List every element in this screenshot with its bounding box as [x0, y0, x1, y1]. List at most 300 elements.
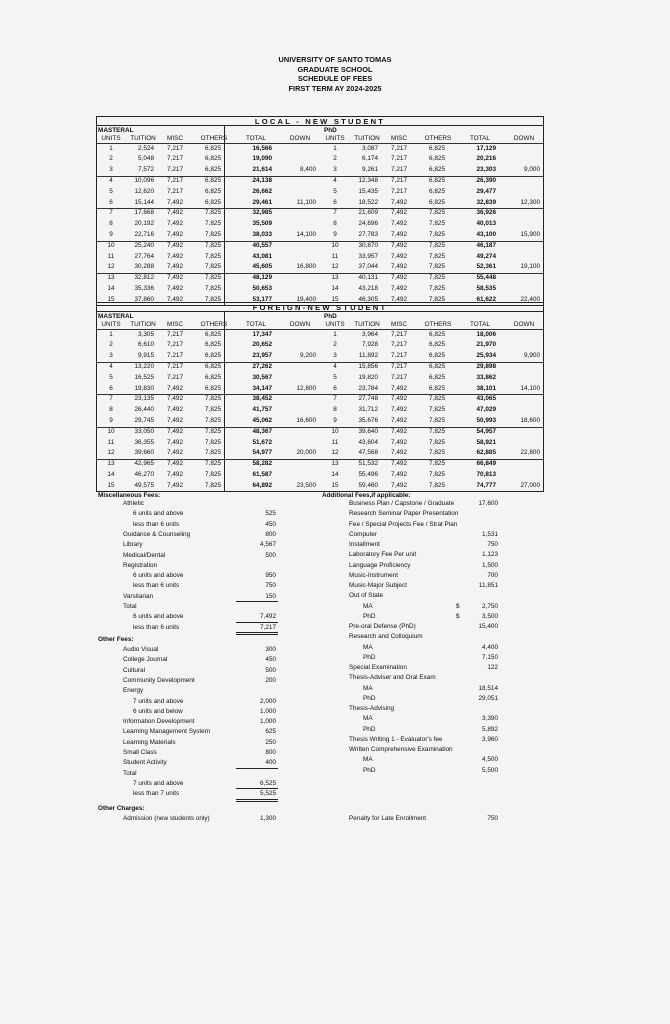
table-cell-phd: 58,921 — [476, 438, 496, 446]
table-cell-masteral: 7,825 — [205, 395, 221, 403]
table-cell-phd: 7,825 — [429, 406, 445, 414]
table-cell-masteral: 6 — [109, 384, 113, 392]
table-cell-masteral: 26,440 — [134, 406, 154, 414]
table-cell-masteral: 8 — [109, 220, 113, 228]
table-cell-masteral: 10,096 — [134, 176, 154, 184]
table-cell-masteral: 7,217 — [167, 373, 183, 381]
table-cell-phd: 12,348 — [358, 176, 378, 184]
double-underline — [236, 801, 278, 802]
additional-fee-label: Thesis-Adviser and Oral Exam — [349, 674, 436, 682]
table-cell-phd: 6,825 — [429, 330, 445, 338]
table-cell-phd: 4 — [333, 362, 337, 370]
column-header: MISC — [391, 320, 407, 328]
table-cell-masteral: 13 — [107, 460, 115, 468]
table-cell-phd: 55,496 — [358, 470, 378, 478]
table-cell-phd: 33,862 — [476, 373, 496, 381]
table-cell-phd: 7,825 — [429, 395, 445, 403]
column-header: UNITS — [325, 134, 345, 142]
table-cell-masteral: 7,492 — [167, 263, 183, 271]
fee-amount: 525 — [265, 510, 276, 518]
table-cell-phd: 7,825 — [429, 263, 445, 271]
table-cell-phd: 4 — [333, 176, 337, 184]
table-cell-masteral: 7 — [109, 395, 113, 403]
column-header: OTHERS — [424, 134, 452, 142]
table-cell-phd: 7,492 — [391, 460, 407, 468]
table-cell-phd: 7,825 — [429, 209, 445, 217]
table-cell-masteral: 7,492 — [167, 427, 183, 435]
fee-label: Energy — [123, 687, 144, 695]
table-cell-phd: 43,218 — [358, 284, 378, 292]
additional-fee-label: Thesis Writing 1 - Evaluator's fee — [349, 735, 443, 743]
table-cell-masteral: 7,492 — [167, 406, 183, 414]
table-cell-phd: 7,217 — [391, 352, 407, 360]
table-cell-phd: 7,825 — [429, 274, 445, 282]
table-cell-masteral: 2 — [109, 341, 113, 349]
table-cell-masteral: 3 — [109, 352, 113, 360]
table-cell-phd: 6,174 — [362, 155, 378, 163]
table-cell-masteral: 9 — [109, 230, 113, 238]
table-cell-masteral: 21,614 — [252, 166, 272, 174]
column-header: TOTAL — [245, 320, 266, 328]
table-cell-phd: 7,217 — [391, 166, 407, 174]
table-cell-masteral: 17,347 — [252, 330, 272, 338]
table-cell-phd: 32,839 — [476, 198, 496, 206]
table-cell-masteral: 7,492 — [167, 220, 183, 228]
table-cell-masteral: 7 — [109, 209, 113, 217]
table-cell-phd: 6,825 — [429, 352, 445, 360]
table-cell-phd: 7,492 — [391, 438, 407, 446]
group-title-phd-foreign: PhD — [324, 312, 337, 320]
fee-label: Cultural — [123, 666, 146, 674]
table-cell-masteral: 46,270 — [134, 470, 154, 478]
fee-label: less than 6 units — [133, 623, 180, 631]
additional-fee-label: Fee / Special Projects Fee / Strat Plan — [349, 520, 458, 528]
table-cell-phd: 6,825 — [429, 362, 445, 370]
table-cell-phd: 7,492 — [391, 427, 407, 435]
table-cell-masteral: 32,812 — [134, 274, 154, 282]
table-cell-phd: 35,676 — [358, 416, 378, 424]
table-cell-phd: 74,777 — [476, 481, 496, 489]
table-cell-phd: 7,492 — [391, 220, 407, 228]
table-cell-masteral: 10 — [107, 241, 115, 249]
table-cell-phd: 7,825 — [429, 252, 445, 260]
table-cell-phd: 59,460 — [358, 481, 378, 489]
table-cell-masteral: 16,566 — [252, 144, 272, 152]
additional-fee-label: Computer — [349, 530, 378, 538]
table-cell-phd: 9,900 — [524, 352, 540, 360]
table-cell-phd: 13 — [331, 460, 339, 468]
table-cell-masteral: 6,825 — [205, 373, 221, 381]
table-cell-phd: 46,305 — [358, 295, 378, 303]
fee-label: Student Activity — [123, 759, 167, 767]
table-cell-masteral: 7,825 — [205, 438, 221, 446]
additional-fee-amount: 7,150 — [482, 653, 498, 661]
column-header: TUITION — [130, 134, 156, 142]
table-cell-phd: 58,535 — [476, 284, 496, 292]
additional-fee-label: MA — [363, 715, 373, 723]
fee-amount: 950 — [265, 572, 276, 580]
table-cell-masteral: 37,860 — [134, 295, 154, 303]
table-cell-phd: 12 — [331, 449, 339, 457]
table-cell-phd: 7,217 — [391, 362, 407, 370]
table-cell-phd: 12 — [331, 263, 339, 271]
table-cell-phd: 6 — [333, 198, 337, 206]
fee-label: Medical/Dental — [123, 551, 166, 559]
table-cell-phd: 6,825 — [429, 187, 445, 195]
table-cell-masteral: 7,492 — [167, 295, 183, 303]
additional-fee-amount: 17,600 — [478, 500, 498, 507]
table-cell-phd: 47,568 — [358, 449, 378, 457]
group-title-masteral-local: MASTERAL — [98, 126, 134, 134]
table-cell-phd: 6,825 — [429, 373, 445, 381]
table-cell-phd: 39,640 — [358, 427, 378, 435]
table-cell-masteral: 2,524 — [138, 144, 154, 152]
additional-fee-label: Special Examination — [349, 664, 407, 671]
table-cell-masteral: 9 — [109, 416, 113, 424]
late-enrollment-label: Penalty for Late Enrollment — [349, 815, 427, 822]
table-cell-phd: 9,000 — [524, 166, 540, 174]
table-cell-masteral: 48,129 — [252, 274, 272, 282]
table-cell-phd: 36,926 — [476, 209, 496, 217]
table-cell-masteral: 7,217 — [167, 176, 183, 184]
fee-label: 6 units and above — [133, 613, 184, 621]
table-cell-phd: 22,400 — [520, 295, 540, 303]
fee-amount: 450 — [265, 520, 276, 528]
table-cell-phd: 7,492 — [391, 230, 407, 238]
table-cell-masteral: 6,825 — [205, 352, 221, 360]
table-cell-phd: 38,101 — [476, 384, 496, 392]
table-cell-masteral: 7,217 — [167, 166, 183, 174]
table-cell-masteral: 54,977 — [252, 449, 272, 457]
table-cell-phd: 15,435 — [358, 187, 378, 195]
additional-fee-amount: 5,892 — [482, 725, 498, 733]
fee-amount: 150 — [265, 592, 276, 600]
table-cell-masteral: 45,605 — [252, 263, 272, 271]
table-cell-masteral: 7,825 — [205, 449, 221, 457]
table-cell-masteral: 48,367 — [252, 427, 272, 435]
table-cell-phd: 7,217 — [391, 176, 407, 184]
table-cell-masteral: 6 — [109, 198, 113, 206]
additional-fee-label: Music-Instrument — [349, 571, 399, 579]
additional-fees-title: Additional Fees,if applicable: — [322, 492, 411, 499]
table-cell-masteral: 7,217 — [167, 341, 183, 349]
column-header: OTHERS — [424, 320, 452, 328]
table-cell-masteral: 32,985 — [252, 209, 272, 217]
other-charges-title: Other Charges: — [98, 805, 145, 812]
table-cell-masteral: 20,652 — [252, 341, 272, 349]
fee-label: Total — [123, 769, 137, 777]
table-cell-phd: 7,825 — [429, 470, 445, 478]
fee-label: 7 units and above — [133, 697, 184, 705]
additional-fee-amount: 1,531 — [482, 530, 498, 538]
table-cell-masteral: 7,217 — [167, 155, 183, 163]
table-cell-phd: 6,825 — [429, 198, 445, 206]
table-cell-masteral: 7,492 — [167, 284, 183, 292]
table-cell-phd: 51,532 — [358, 460, 378, 468]
table-cell-phd: 9 — [333, 230, 337, 238]
table-cell-phd: 15,900 — [520, 230, 540, 238]
fee-amount: 200 — [265, 676, 276, 684]
table-cell-masteral: 6,825 — [205, 166, 221, 174]
fee-label: Small Class — [123, 749, 157, 756]
group-rule — [96, 362, 544, 363]
table-cell-phd: 7,217 — [391, 144, 407, 152]
table-cell-masteral: 7,492 — [167, 416, 183, 424]
additional-fee-label: Laboratory Fee Per unit — [349, 551, 417, 559]
table-cell-phd: 7 — [333, 209, 337, 217]
double-underline — [236, 632, 278, 633]
table-cell-phd: 25,934 — [476, 352, 496, 360]
table-cell-phd: 7,825 — [429, 284, 445, 292]
document-title: SCHEDULE OF FEES — [297, 74, 373, 84]
table-cell-phd: 7,492 — [391, 209, 407, 217]
column-header: OTHERS — [200, 320, 228, 328]
table-cell-phd: 7,825 — [429, 241, 445, 249]
table-cell-phd: 7,217 — [391, 155, 407, 163]
table-cell-masteral: 7,825 — [205, 209, 221, 217]
table-cell-masteral: 7,492 — [167, 438, 183, 446]
additional-fee-amount: 11,851 — [478, 582, 498, 589]
table-cell-masteral: 15 — [107, 295, 115, 303]
table-cell-masteral: 11 — [107, 438, 115, 446]
table-cell-masteral: 7,572 — [138, 166, 154, 174]
table-cell-masteral: 4 — [109, 176, 113, 184]
table-cell-phd: 62,885 — [476, 449, 496, 457]
table-cell-phd: 3 — [333, 166, 337, 174]
column-header: DOWN — [513, 134, 535, 142]
table-cell-masteral: 7,825 — [205, 406, 221, 414]
table-cell-phd: 7,825 — [429, 427, 445, 435]
column-header: TUITION — [354, 320, 380, 328]
additional-fee-amount: 29,051 — [478, 694, 498, 702]
table-cell-masteral: 6,825 — [205, 155, 221, 163]
table-cell-phd: 17,129 — [476, 144, 496, 152]
table-cell-phd: 7,492 — [391, 481, 407, 489]
fee-amount: 750 — [265, 582, 276, 590]
table-cell-masteral: 6,825 — [205, 187, 221, 195]
group-rule — [96, 176, 544, 177]
additional-fee-label: MA — [363, 602, 373, 610]
table-cell-masteral: 33,050 — [134, 427, 154, 435]
table-cell-phd: 19,100 — [520, 263, 540, 271]
fee-label: 6 units and above — [133, 510, 184, 518]
table-cell-phd: 9,261 — [362, 166, 378, 174]
fee-amount: 1,000 — [260, 707, 276, 715]
table-cell-masteral: 27,262 — [252, 362, 272, 370]
table-cell-phd: 27,000 — [520, 481, 540, 489]
group-title-masteral-foreign: MASTERAL — [98, 312, 134, 320]
table-cell-phd: 6,825 — [429, 384, 445, 392]
currency-symbol: $ — [456, 612, 460, 620]
table-cell-phd: 6,825 — [429, 176, 445, 184]
table-cell-masteral: 41,757 — [252, 406, 272, 414]
table-cell-masteral: 15,144 — [134, 198, 154, 206]
table-cell-masteral: 53,177 — [252, 295, 272, 303]
table-cell-phd: 40,131 — [358, 274, 378, 282]
school-name: GRADUATE SCHOOL — [297, 64, 373, 74]
table-cell-phd: 6,825 — [429, 155, 445, 163]
late-enrollment-amount: 750 — [487, 815, 498, 822]
table-cell-masteral: 10 — [107, 427, 115, 435]
fee-amount: 250 — [265, 738, 276, 746]
additional-fee-label: Research and Colloquium — [349, 633, 423, 641]
table-cell-masteral: 14,100 — [296, 230, 316, 238]
fee-amount: 400 — [265, 759, 276, 767]
table-cell-phd: 7,492 — [391, 416, 407, 424]
table-cell-masteral: 11,100 — [296, 198, 316, 206]
table-cell-masteral: 14 — [107, 470, 115, 478]
table-cell-phd: 24,696 — [358, 220, 378, 228]
column-header: UNITS — [101, 320, 121, 328]
table-cell-masteral: 24,138 — [252, 176, 272, 184]
additional-fee-amount: 750 — [487, 541, 498, 548]
table-cell-phd: 7,825 — [429, 230, 445, 238]
table-cell-masteral: 23,135 — [134, 395, 154, 403]
table-cell-phd: 27,748 — [358, 395, 378, 403]
table-cell-masteral: 6,825 — [205, 176, 221, 184]
table-cell-phd: 43,065 — [476, 395, 496, 403]
table-cell-phd: 43,604 — [358, 438, 378, 446]
fee-amount: 4,567 — [260, 541, 276, 549]
table-cell-masteral: 7,217 — [167, 187, 183, 195]
table-cell-phd: 3,087 — [362, 144, 378, 152]
table-cell-masteral: 9,200 — [300, 352, 316, 360]
table-cell-masteral: 20,000 — [296, 449, 316, 457]
table-cell-masteral: 14 — [107, 284, 115, 292]
table-cell-masteral: 3,305 — [138, 330, 154, 338]
additional-fee-label: Thesis-Advising — [349, 705, 395, 712]
group-rule — [96, 427, 544, 428]
table-cell-phd: 7,492 — [391, 449, 407, 457]
table-cell-masteral: 7,217 — [167, 330, 183, 338]
additional-fee-amount: 18,514 — [478, 684, 498, 692]
table-cell-phd: 1 — [333, 144, 337, 152]
table-cell-masteral: 16,800 — [296, 263, 316, 271]
table-cell-masteral: 40,557 — [252, 241, 272, 249]
fee-label: Varsitarian — [123, 592, 154, 600]
table-cell-masteral: 6,825 — [205, 198, 221, 206]
additional-fee-amount: 3,500 — [482, 612, 498, 620]
table-cell-phd: 7,217 — [391, 373, 407, 381]
admission-amount: 1,300 — [260, 815, 276, 822]
table-cell-phd: 13 — [331, 274, 339, 282]
table-cell-masteral: 7,825 — [205, 241, 221, 249]
table-cell-phd: 7,217 — [391, 330, 407, 338]
fee-label: less than 6 units — [133, 520, 180, 528]
fee-label: Athletic — [123, 500, 144, 507]
table-cell-phd: 7,825 — [429, 481, 445, 489]
table-cell-phd: 27,783 — [358, 230, 378, 238]
table-cell-masteral: 7,492 — [167, 252, 183, 260]
table-cell-masteral: 5 — [109, 187, 113, 195]
other-fees-title: Other Fees: — [98, 636, 134, 643]
table-cell-masteral: 23,957 — [252, 352, 272, 360]
table-cell-masteral: 22,716 — [134, 230, 154, 238]
fee-amount: 500 — [265, 551, 276, 559]
column-header: TOTAL — [469, 134, 490, 142]
group-rule — [96, 394, 544, 395]
table-cell-phd: 7,825 — [429, 220, 445, 228]
fee-amount: 300 — [265, 646, 276, 653]
table-cell-masteral: 34,147 — [252, 384, 272, 392]
table-cell-masteral: 20,192 — [134, 220, 154, 228]
column-header: TOTAL — [469, 320, 490, 328]
column-header: MISC — [167, 134, 183, 142]
table-cell-masteral: 6,825 — [205, 341, 221, 349]
table-cell-phd: 12,300 — [520, 198, 540, 206]
table-cell-masteral: 15 — [107, 481, 115, 489]
table-cell-masteral: 43,081 — [252, 252, 272, 260]
table-cell-phd: 7,928 — [362, 341, 378, 349]
additional-fee-label: Research Seminar Paper Presentation — [349, 510, 459, 518]
additional-fee-label: MA — [363, 756, 373, 764]
table-cell-masteral: 7,825 — [205, 481, 221, 489]
table-cell-masteral: 7,492 — [167, 230, 183, 238]
term-label: FIRST TERM AY 2024-2025 — [288, 84, 382, 94]
additional-fee-label: Music-Major Subject — [349, 582, 407, 589]
table-cell-masteral: 45,062 — [252, 416, 272, 424]
table-cell-phd: 10 — [331, 241, 339, 249]
additional-fee-label: PhD — [363, 766, 376, 774]
table-cell-phd: 7,217 — [391, 341, 407, 349]
fee-amount: 2,000 — [260, 697, 276, 705]
group-rule — [96, 459, 544, 460]
table-cell-phd: 20,216 — [476, 155, 496, 163]
table-cell-masteral: 11 — [107, 252, 115, 260]
group-rule — [96, 273, 544, 274]
table-cell-phd: 43,100 — [476, 230, 496, 238]
additional-fee-amount: 2,750 — [482, 602, 498, 610]
table-cell-masteral: 7,492 — [167, 274, 183, 282]
table-cell-masteral: 7,217 — [167, 352, 183, 360]
table-cell-phd: 14 — [331, 470, 339, 478]
table-cell-masteral: 7,492 — [167, 481, 183, 489]
table-cell-masteral: 51,672 — [252, 438, 272, 446]
column-header: TUITION — [354, 134, 380, 142]
table-cell-masteral: 12 — [107, 449, 115, 457]
table-cell-phd: 7,492 — [391, 198, 407, 206]
table-cell-masteral: 7,492 — [167, 198, 183, 206]
table-cell-phd: 7,492 — [391, 406, 407, 414]
table-cell-masteral: 7,825 — [205, 295, 221, 303]
table-cell-masteral: 7,825 — [205, 284, 221, 292]
fee-amount: 800 — [265, 749, 276, 756]
table-cell-phd: 14,100 — [520, 384, 540, 392]
table-cell-masteral: 9,915 — [138, 352, 154, 360]
fee-amount: 625 — [265, 728, 276, 736]
fee-amount: 6,525 — [260, 779, 276, 787]
table-cell-phd: 11 — [331, 252, 339, 260]
table-cell-phd: 7,825 — [429, 460, 445, 468]
table-cell-masteral: 7,825 — [205, 230, 221, 238]
additional-fee-label: MA — [363, 643, 373, 651]
table-cell-masteral: 7,825 — [205, 252, 221, 260]
table-cell-phd: 54,957 — [476, 427, 496, 435]
table-cell-phd: 23,303 — [476, 166, 496, 174]
table-cell-masteral: 1 — [109, 330, 113, 338]
table-cell-masteral: 27,764 — [134, 252, 154, 260]
table-cell-masteral: 29,461 — [252, 198, 272, 206]
table-cell-masteral: 7,492 — [167, 395, 183, 403]
table-cell-masteral: 7,825 — [205, 263, 221, 271]
table-cell-phd: 18,600 — [520, 416, 540, 424]
table-cell-phd: 10 — [331, 427, 339, 435]
column-header: UNITS — [101, 134, 121, 142]
table-cell-phd: 23,784 — [358, 384, 378, 392]
table-cell-phd: 6,825 — [429, 341, 445, 349]
table-cell-masteral: 58,282 — [252, 460, 272, 468]
table-cell-masteral: 39,660 — [134, 449, 154, 457]
